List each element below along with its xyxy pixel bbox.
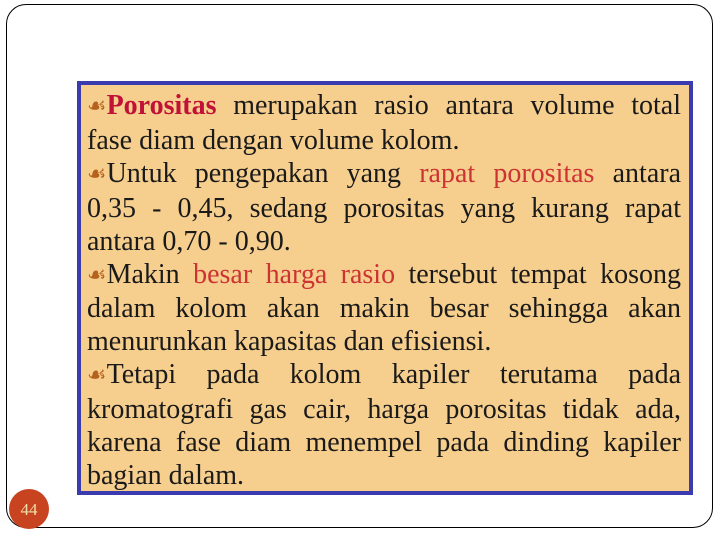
text-run: besar harga rasio: [193, 258, 396, 290]
text-line: [87, 293, 681, 326]
text-run: antara: [594, 157, 682, 189]
floral-heart-bullet-icon: ☙: [87, 262, 107, 288]
text-run: Tetapi pada kolom kapiler terutama pada: [106, 359, 681, 391]
text-run: dalam kolom akan makin besar sehingga akan: [87, 293, 681, 325]
text-line: [87, 158, 681, 193]
content-box: [77, 81, 693, 495]
text-run: rapat porositas: [419, 157, 595, 189]
bullet-paragraph: [87, 259, 681, 360]
text-run: menurunkan kapasitas dan efisiensi.: [87, 326, 492, 358]
floral-heart-bullet-icon: ☙: [87, 363, 107, 389]
floral-heart-bullet-icon: ☙: [87, 161, 107, 187]
text-run: merupakan rasio antara volume total: [216, 90, 681, 121]
text-run: antara 0,70 - 0,90.: [87, 225, 291, 257]
text-line: [87, 359, 681, 394]
bullet-paragraph: [87, 158, 681, 259]
text-run: kromatografi gas cair, harga porositas tidak ada,: [87, 394, 681, 426]
text-run: bagian dalam.: [87, 459, 245, 491]
text-run: Makin: [106, 258, 194, 290]
text-run: Untuk pengepakan yang: [106, 157, 420, 189]
text-run: tersebut tempat kosong: [395, 258, 681, 290]
text-run: 0,35 - 0,45, sedang porositas yang kurang rapat: [87, 192, 681, 224]
floral-heart-bullet-icon: ☙: [87, 94, 107, 119]
text-line: [87, 460, 681, 493]
text-line: [87, 394, 681, 427]
text-line: [87, 193, 681, 226]
text-line: [87, 326, 681, 359]
text-line: [87, 125, 681, 158]
page-number-badge: [9, 489, 49, 529]
bullet-paragraph: [87, 90, 681, 158]
slide-body-text: [87, 90, 681, 493]
text-line: [87, 90, 681, 125]
text-run: fase diam dengan volume kolom.: [87, 124, 460, 156]
page-number: 44: [20, 499, 38, 519]
text-line: [87, 427, 681, 460]
text-run: Porositas: [106, 90, 217, 121]
bullet-paragraph: [87, 359, 681, 493]
text-line: [87, 226, 681, 259]
text-run: karena fase diam menempel pada dinding kapiler: [87, 427, 681, 459]
text-line: [87, 259, 681, 294]
